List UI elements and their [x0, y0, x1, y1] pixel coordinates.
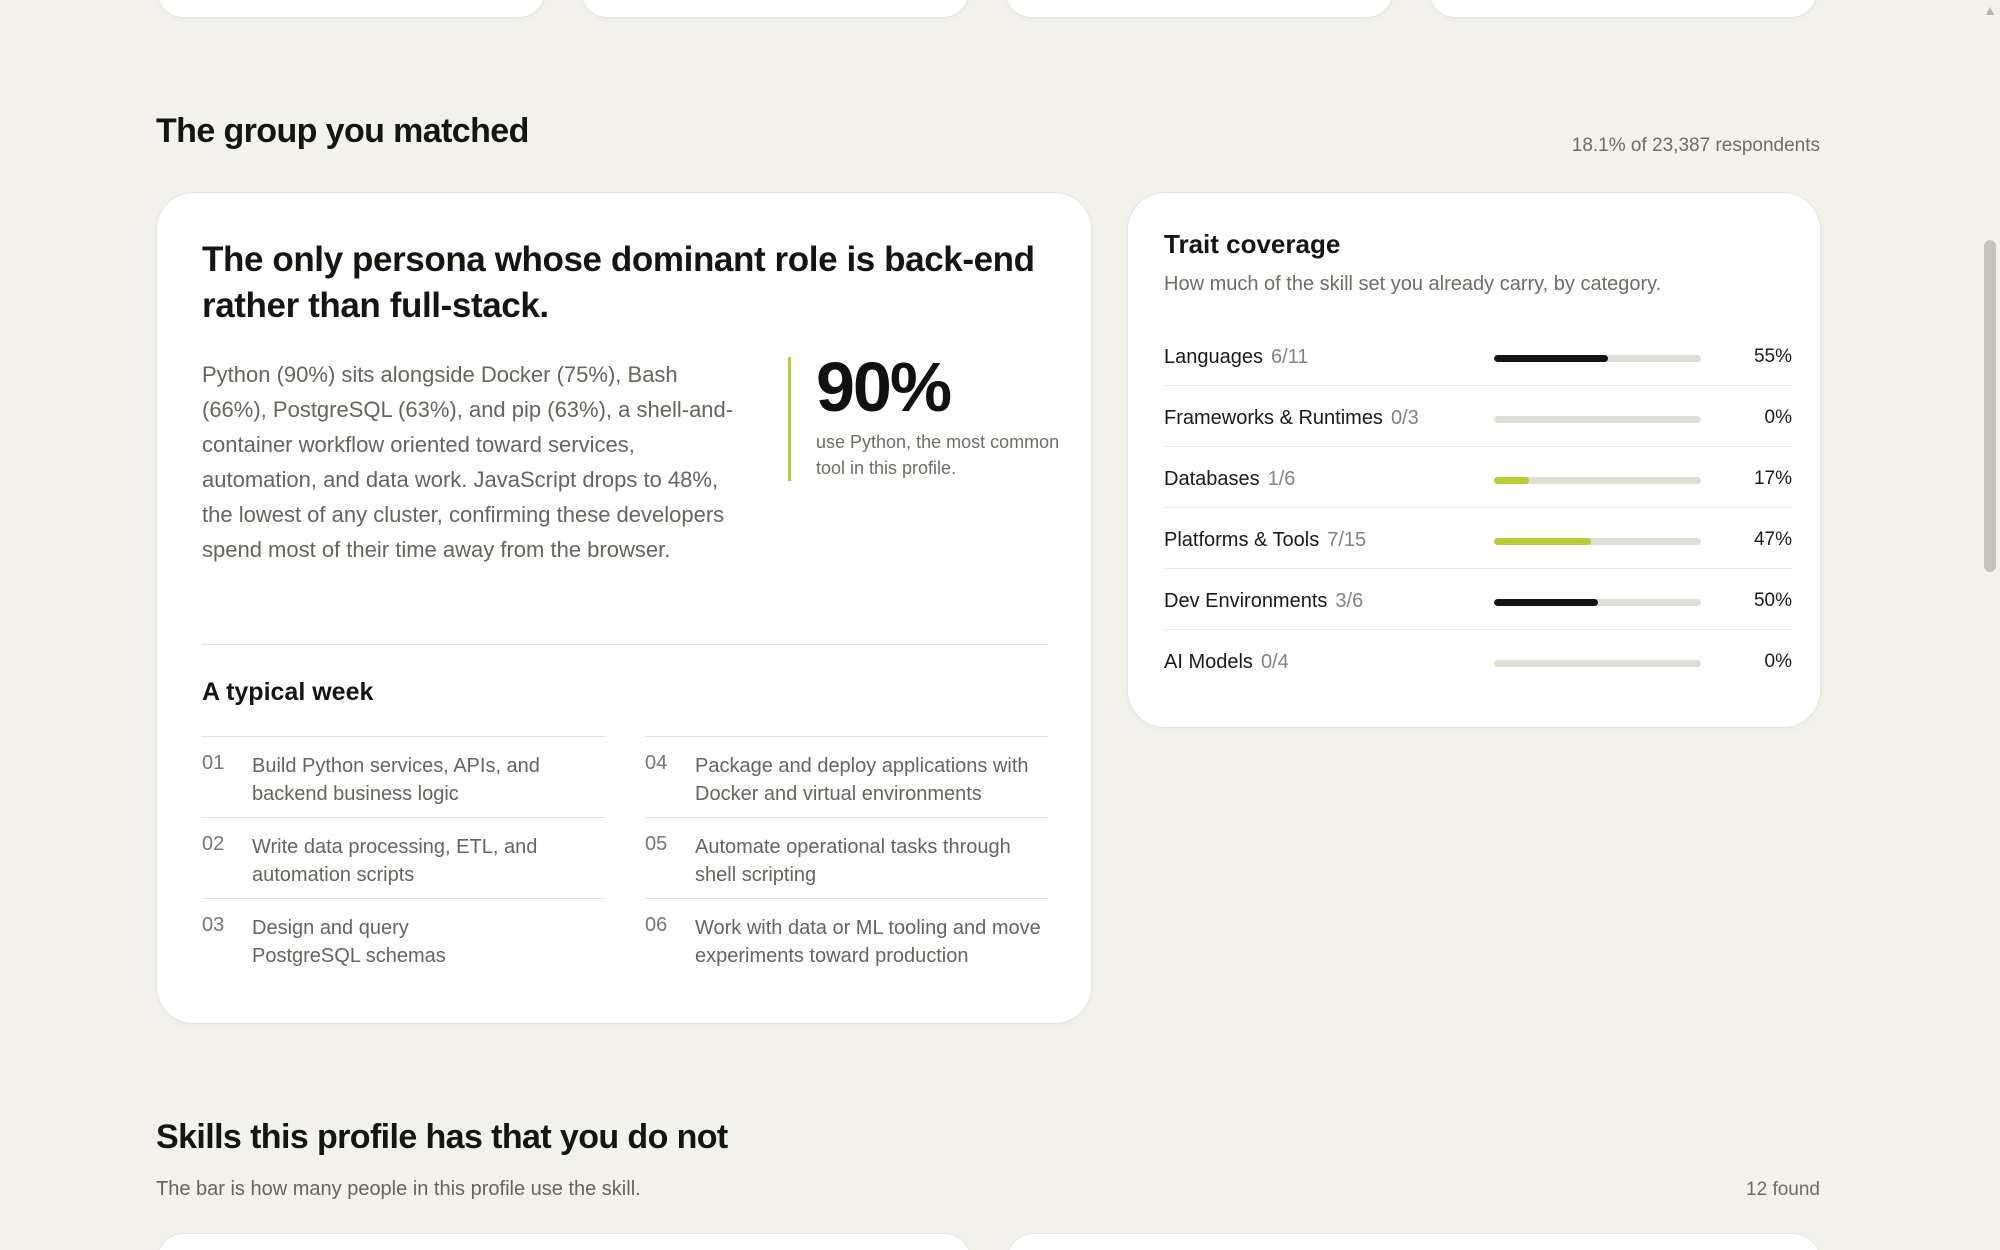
scrollbar-thumb[interactable]	[1984, 240, 1996, 572]
week-item-text: Package and deploy applications with Docker and virtual environments	[695, 755, 1029, 805]
trait-count: 3/6	[1335, 590, 1364, 612]
trait-name: Dev Environments 3/6	[1164, 590, 1364, 612]
trait-count: 1/6	[1267, 468, 1296, 490]
week-item-text: Design and query PostgreSQL schemas	[252, 917, 446, 967]
trait-name: Platforms & Tools 7/15	[1164, 529, 1367, 551]
trait-progress-bar	[1494, 355, 1701, 362]
week-item-number: 01	[202, 752, 225, 774]
trait-percent: 0%	[1764, 407, 1792, 428]
week-item-number: 04	[645, 752, 668, 774]
card-divider	[202, 644, 1048, 645]
trait-percent: 0%	[1764, 651, 1792, 672]
typical-week-title: A typical week	[202, 678, 374, 706]
week-item	[645, 817, 1048, 899]
week-item	[202, 817, 605, 899]
week-item-text: Write data processing, ETL, and automation scripts	[252, 836, 538, 886]
trait-progress-bar	[1494, 538, 1701, 545]
previous-section-cards	[156, 0, 1820, 18]
week-item	[202, 898, 605, 980]
trait-row-frameworks	[1164, 386, 1792, 447]
trait-name: AI Models 0/4	[1164, 651, 1289, 673]
previous-card-3	[1004, 0, 1394, 18]
trait-percent: 50%	[1753, 590, 1792, 611]
trait-name: Frameworks & Runtimes 0/3	[1164, 407, 1419, 429]
previous-card-2	[580, 0, 970, 18]
scroll-up-arrow-icon[interactable]: ▲	[1983, 2, 1997, 18]
trait-name: Languages 6/11	[1164, 346, 1309, 368]
key-stat-value: 90%	[816, 348, 951, 426]
trait-count: 6/11	[1270, 346, 1309, 368]
skills-section-title: Skills this profile has that you do not	[156, 1118, 728, 1156]
week-item	[202, 736, 605, 818]
previous-card-4	[1428, 0, 1818, 18]
trait-progress-fill	[1494, 599, 1598, 606]
trait-row-platforms	[1164, 508, 1792, 569]
trait-count: 7/15	[1327, 529, 1367, 551]
trait-coverage-subtitle: How much of the skill set you already carry, by category.	[1164, 273, 1662, 295]
trait-progress-fill	[1494, 355, 1608, 362]
week-item-number: 03	[202, 914, 225, 936]
week-item-text: Automate operational tasks through shell scripting	[695, 836, 1011, 886]
persona-description: Python (90%) sits alongside Docker (75%), Bash (66%), PostgreSQL (63%), and pip (63%), a shell-and-container workflow oriented toward services, automation, and data work. JavaScript drops to 48%, the lowest of any cluster, confirming these developers spend most of their time away from the browser.	[202, 362, 734, 562]
key-stat-caption: use Python, the most common tool in this profile.	[816, 432, 1060, 478]
trait-coverage-card	[1127, 192, 1821, 728]
trait-progress-bar	[1494, 660, 1701, 667]
skills-found-count: 12 found	[1746, 1179, 1820, 1200]
week-item-number: 05	[645, 833, 668, 855]
persona-headline: The only persona whose dominant role is back-end rather than full-stack.	[202, 240, 1035, 325]
trait-progress-bar	[1494, 416, 1701, 423]
trait-row-languages	[1164, 325, 1792, 386]
persona-card	[156, 192, 1092, 1024]
week-item-text: Build Python services, APIs, and backend business logic	[252, 755, 540, 805]
week-item	[645, 736, 1048, 818]
trait-progress-fill	[1494, 477, 1529, 484]
page-scrollbar[interactable]	[1980, 0, 2000, 1250]
skills-section-subtitle: The bar is how many people in this profile use the skill.	[156, 1178, 641, 1200]
trait-progress-bar	[1494, 477, 1701, 484]
skill-card[interactable]	[156, 1233, 972, 1250]
key-stat	[788, 348, 1068, 481]
week-item-number: 02	[202, 833, 225, 855]
trait-percent: 55%	[1753, 346, 1792, 367]
trait-progress-fill	[1494, 538, 1591, 545]
week-item-text: Work with data or ML tooling and move experiments toward production	[695, 917, 1041, 967]
trait-coverage-title: Trait coverage	[1164, 229, 1341, 259]
trait-percent: 17%	[1753, 468, 1792, 489]
trait-row-databases	[1164, 447, 1792, 508]
week-item-number: 06	[645, 914, 668, 936]
group-section-title: The group you matched	[156, 112, 529, 150]
trait-count: 0/3	[1390, 407, 1419, 429]
week-item	[645, 898, 1048, 980]
skill-card[interactable]	[1006, 1233, 1821, 1250]
previous-card-1	[156, 0, 546, 18]
trait-percent: 47%	[1753, 529, 1792, 550]
trait-count: 0/4	[1260, 651, 1289, 673]
trait-row-dev-environments	[1164, 569, 1792, 630]
trait-row-ai-models	[1164, 630, 1792, 691]
trait-progress-bar	[1494, 599, 1701, 606]
trait-name: Databases 1/6	[1164, 468, 1296, 490]
respondents-count: 18.1% of 23,387 respondents	[1571, 135, 1820, 156]
